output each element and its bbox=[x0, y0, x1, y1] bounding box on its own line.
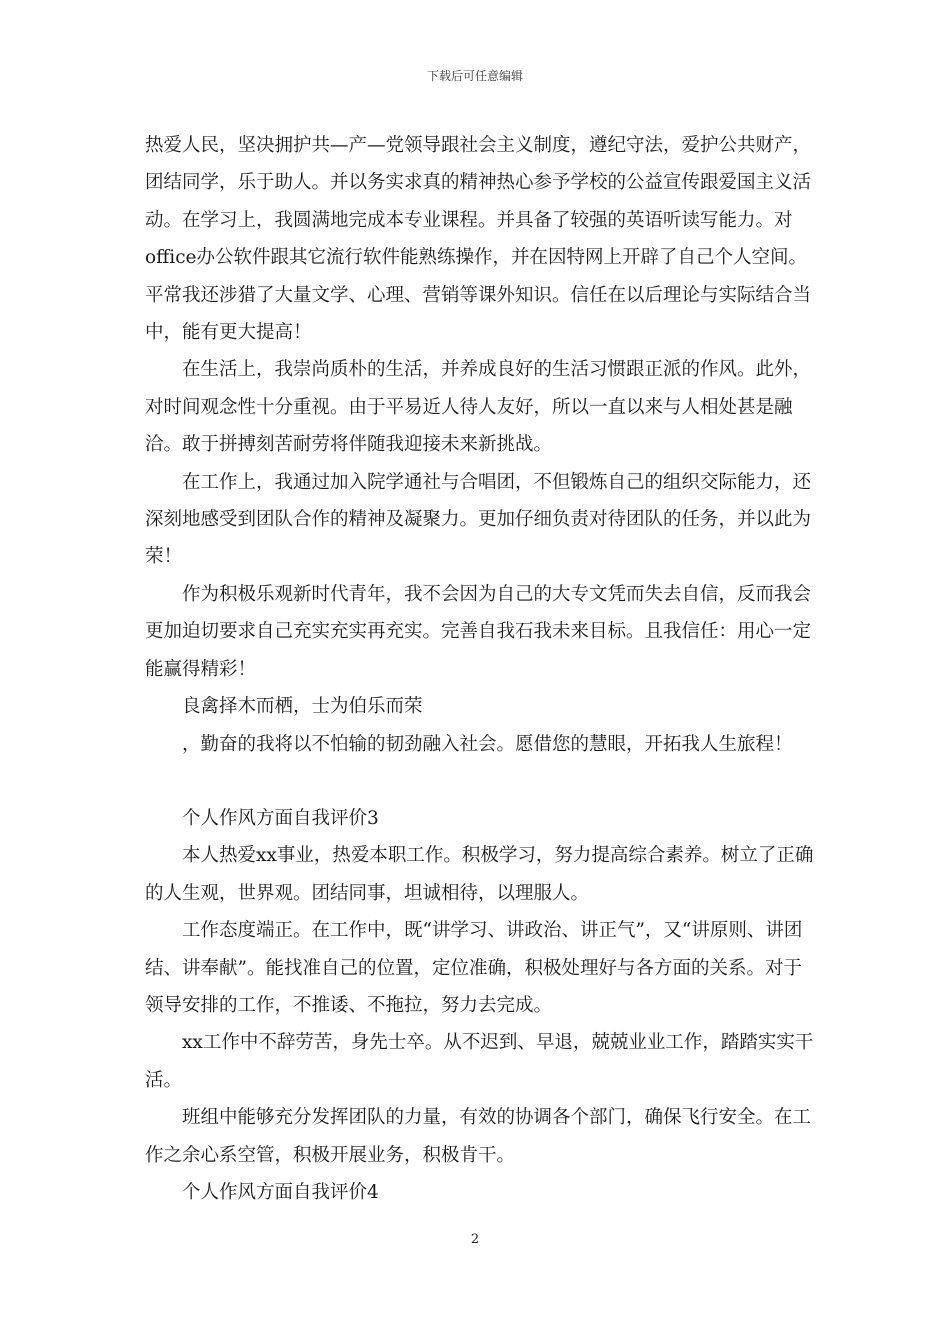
section-heading-3: 个人作风方面自我评价3 bbox=[182, 807, 379, 829]
paragraph-9: xx工作中不辞劳苦，身先士卒。从不迟到、早退，兢兢业业工作，踏踏实实干活。 bbox=[145, 1032, 814, 1091]
blank-line bbox=[145, 763, 815, 800]
page-number: 2 bbox=[470, 1232, 480, 1247]
paragraph-3: 在工作上，我通过加入院学通社与合唱团，不但锻炼自己的组织交际能力，还深刻地感受到团队合作的精神及凝聚力。更加仔细负责对待团队的任务，并以此为荣！ bbox=[145, 471, 812, 568]
paragraph-8: 工作态度端正。在工作中，既“讲学习、讲政治、讲正气”，又“讲原则、讲团结、讲奉献”。能找准自己的位置，定位准确，积极处理好与各方面的关系。对于领导安排的工作，不推诿、不拖拉，努力去完成。 bbox=[145, 920, 803, 1016]
paragraph-5: 良禽择木而栖，士为伯乐而荣 bbox=[182, 696, 423, 718]
page-header: 下载后可任意编辑 bbox=[426, 69, 523, 83]
paragraph-4: 作为积极乐观新时代青年，我不会因为自己的大专文凭而失去自信，反而我会更加迫切要求自己充实充实再充实。完善自我石我未来目标。且我信任：用心一定能赢得精彩！ bbox=[145, 583, 812, 680]
document-body bbox=[145, 127, 815, 1211]
paragraph-2: 在生活上，我崇尚质朴的生活，并养成良好的生活习惯跟正派的作风。此外，对时间观念性十分重视。由于平易近人待人友好，所以一直以来与人相处甚是融洽。敢于拼搏刻苦耐劳将伴随我迎接未来新挑战。 bbox=[145, 359, 812, 456]
section-heading-4: 个人作风方面自我评价4 bbox=[182, 1181, 379, 1203]
paragraph-1: 热爱人民，坚决拥护共—产—党领导跟社会主义制度，遵纪守法，爱护公共财产，团结同学，乐于助人。并以务实求真的精神热心参予学校的公益宣传跟爱国主义活动。在学习上，我圆满地完成本专业课程。并具备了较强的英语听读写能力。对office办公软件跟其它流行软件能熟练操作，并在因特网上开辟了自己个人空间。平常我还涉猎了大量文学、心理、营销等课外知识。信任在以后理论与实际结合当中，能有更大提高！ bbox=[145, 135, 812, 344]
paragraph-6: ，勤奋的我将以不怕输的韧劲融入社会。愿借您的慧眼，开拓我人生旅程！ bbox=[182, 733, 793, 755]
paragraph-7: 本人热爱xx事业，热爱本职工作。积极学习，努力提高综合素养。树立了正确的人生观，世界观。团结同事，坦诚相待，以理服人。 bbox=[145, 845, 814, 904]
paragraph-10: 班组中能够充分发挥团队的力量，有效的协调各个部门，确保飞行安全。在工作之余心系空管，积极开展业务，积极肯干。 bbox=[145, 1107, 812, 1166]
